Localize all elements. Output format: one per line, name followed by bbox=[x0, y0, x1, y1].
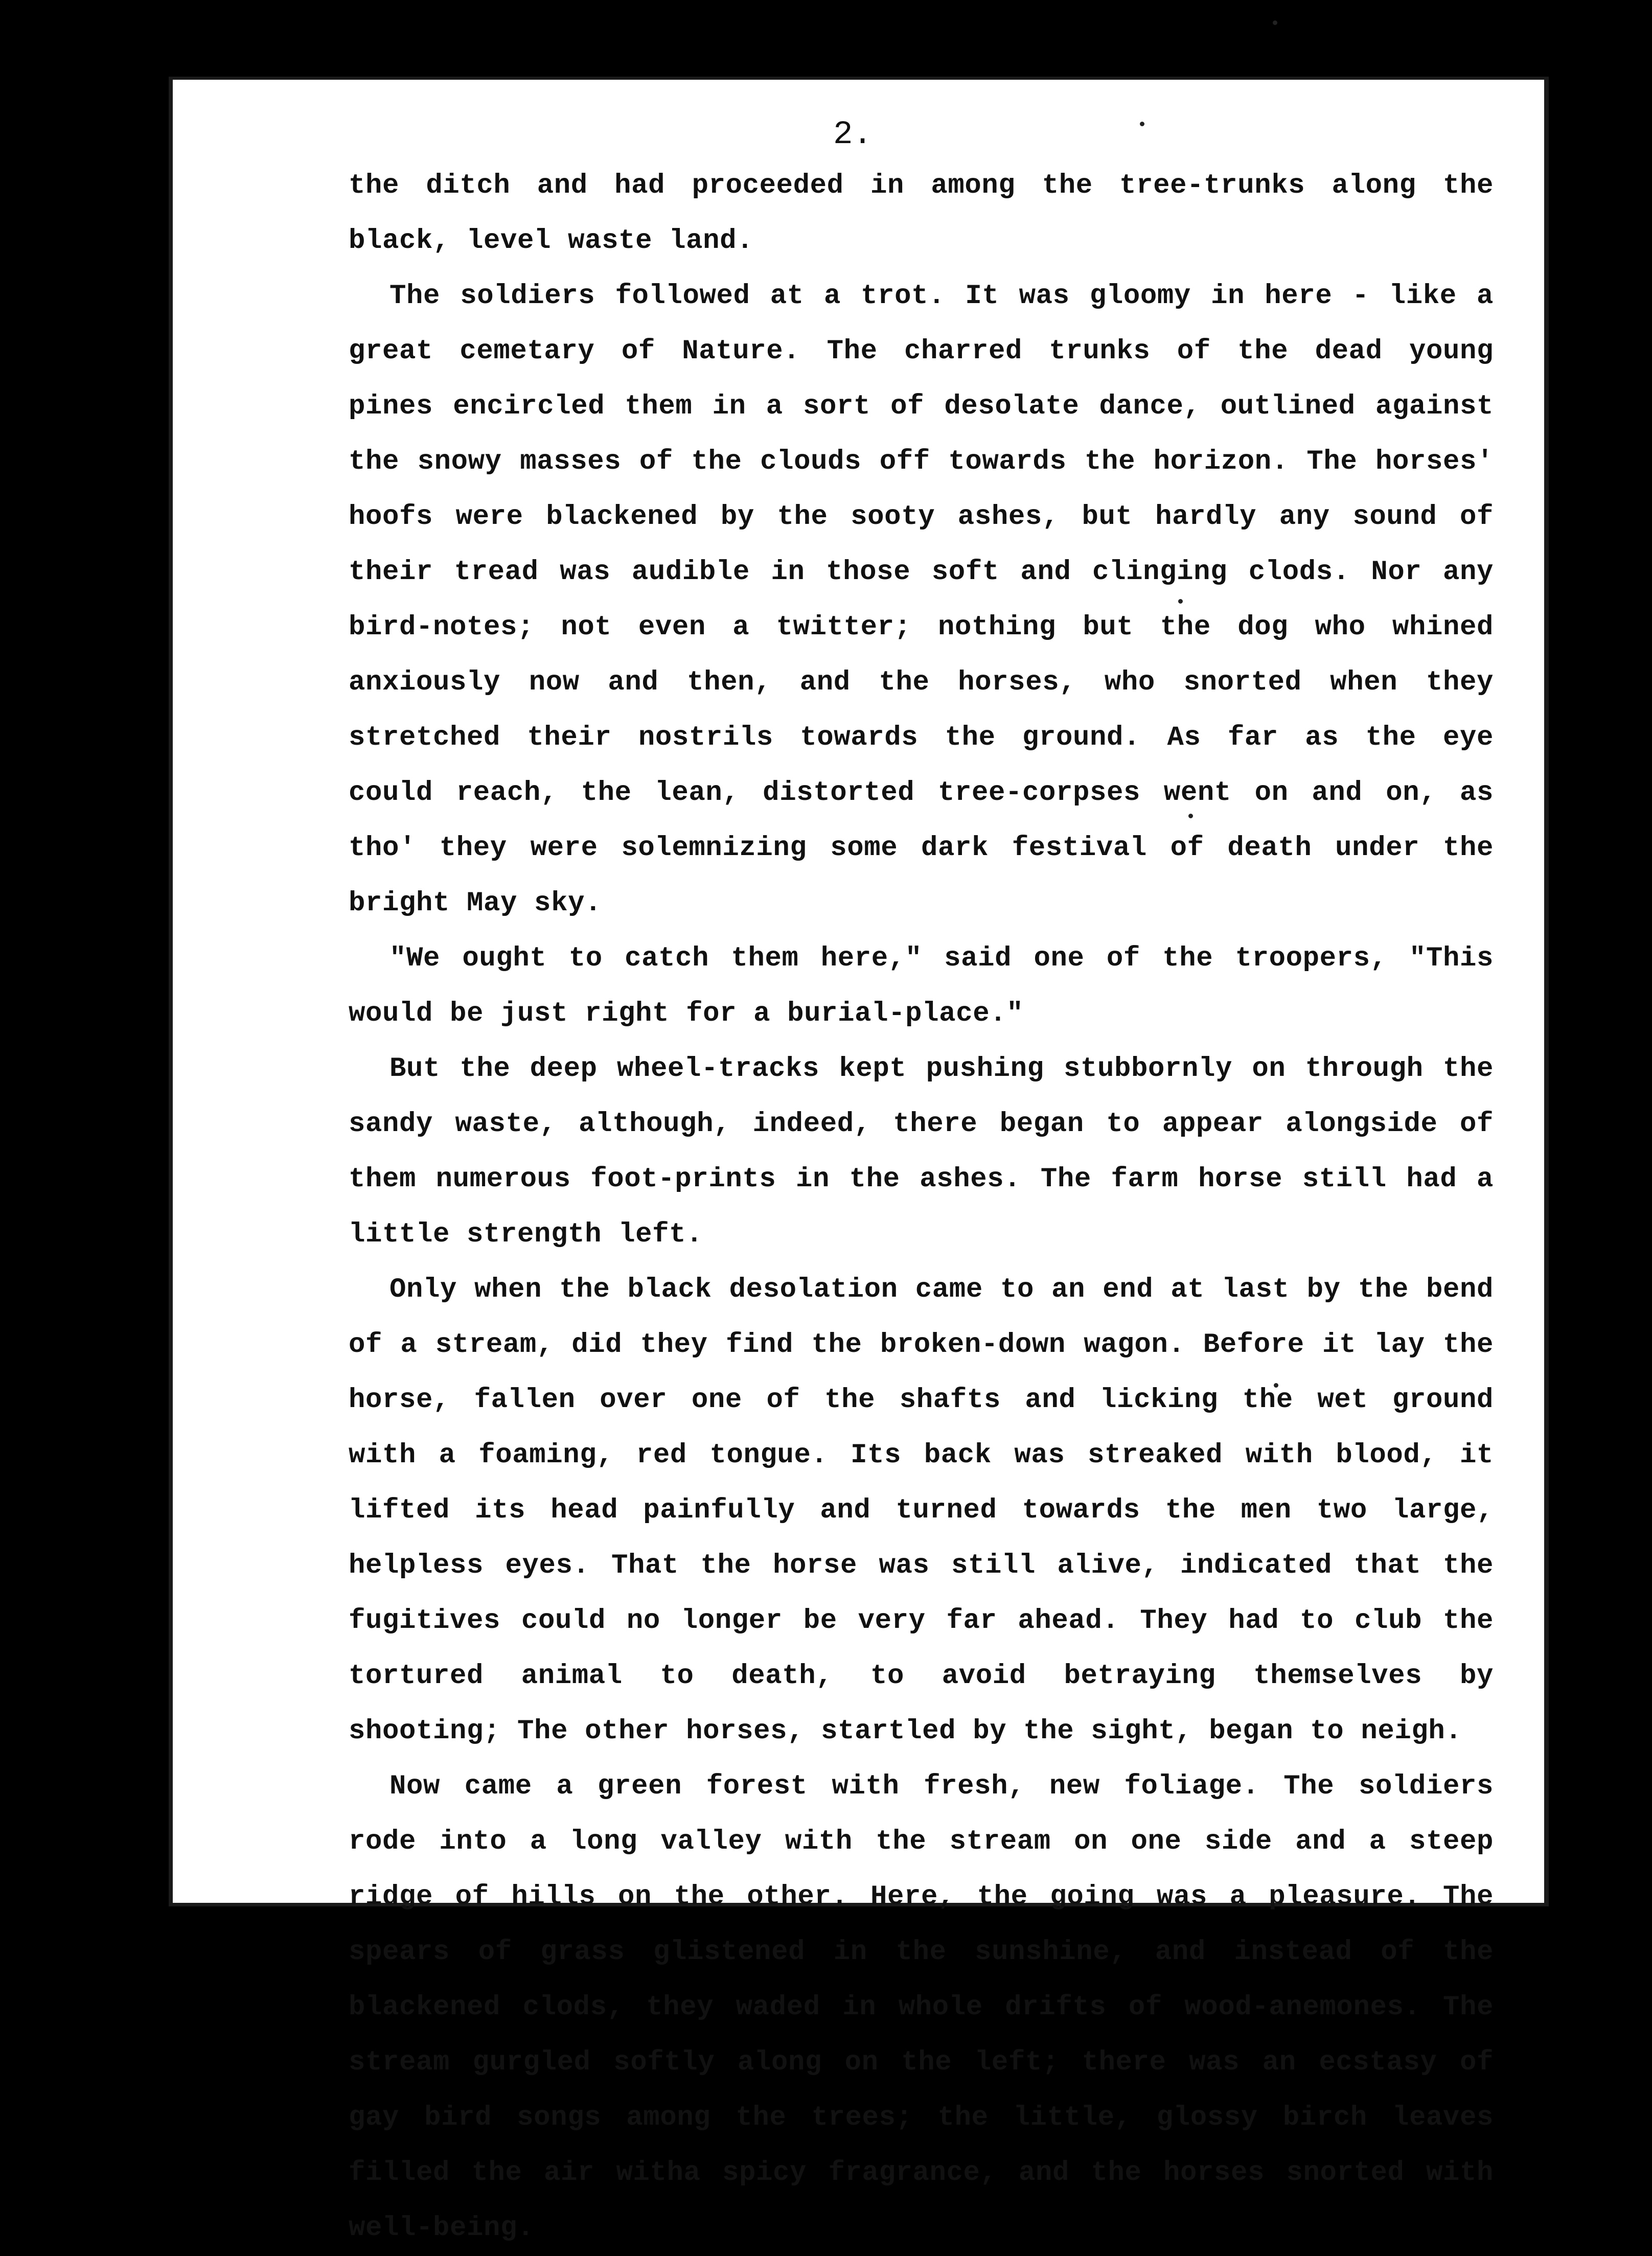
paragraph-1: the ditch and had proceeded in among the tree-trunks along the black, level waste land. bbox=[349, 170, 1494, 257]
paragraph-4: But the deep wheel-tracks kept pushing stubbornly on through the sandy waste, although, indeed, there began to appear alongside of them numerous foot-prints in the ashes. The farm horse still had a little strength left. bbox=[349, 1053, 1494, 1250]
paragraph-6: Now came a green forest with fresh, new foliage. The soldiers rode into a long valley with the stream on one side and a steep ridge of hills on the other. Here, the going was a pleasure. The spears of grass glistened in the sunshine, and instead of the blackened clods, they waded in whole drifts of wood-anemones. The stream gurgled softly along on the left; there was an ecstasy of gay bird songs among the trees; the little, glossy birch leaves filled the air witha spicy fragrance, and the horses snorted with well-being. bbox=[349, 1771, 1494, 2244]
paragraph-3: "We ought to catch them here," said one of the troopers, "This would be just right for a burial-place." bbox=[349, 943, 1494, 1029]
ink-speck bbox=[1140, 122, 1144, 126]
body-text bbox=[349, 158, 1494, 2256]
paragraph-2: The soldiers followed at a trot. It was gloomy in here - like a great cemetary of Nature. The charred trunks of the dead young pines encircled them in a sort of desolate dance, outlined against the snowy masses of the clouds off towards the horizon. The horses' hoofs were blackened by the sooty ashes, but hardly any sound of their tread was audible in those soft and clinging clods. Nor any bird-notes; not even a twitter; nothing but the dog who whined anxiously now and then, and the horses, who snorted when they stretched their nostrils towards the ground. As far as the eye could reach, the lean, distorted tree-corpses went on and on, as tho' they were solemnizing some dark festival of death under the bright May sky. bbox=[349, 281, 1494, 919]
page-number: 2. bbox=[833, 117, 873, 153]
ink-speck bbox=[1273, 20, 1277, 25]
paragraph-5: Only when the black desolation came to an end at last by the bend of a stream, did they find the broken-down wagon. Before it lay the horse, fallen over one of the shafts and licking the wet ground with a foaming, red tongue. Its back was streaked with blood, it lifted its head painfully and turned towards the men two large, helpless eyes. That the horse was still alive, indicated that the fugitives could no longer be very far ahead. They had to club the tortured animal to death, to avoid betraying themselves by shooting; The other horses, startled by the sight, began to neigh. bbox=[349, 1274, 1494, 1747]
